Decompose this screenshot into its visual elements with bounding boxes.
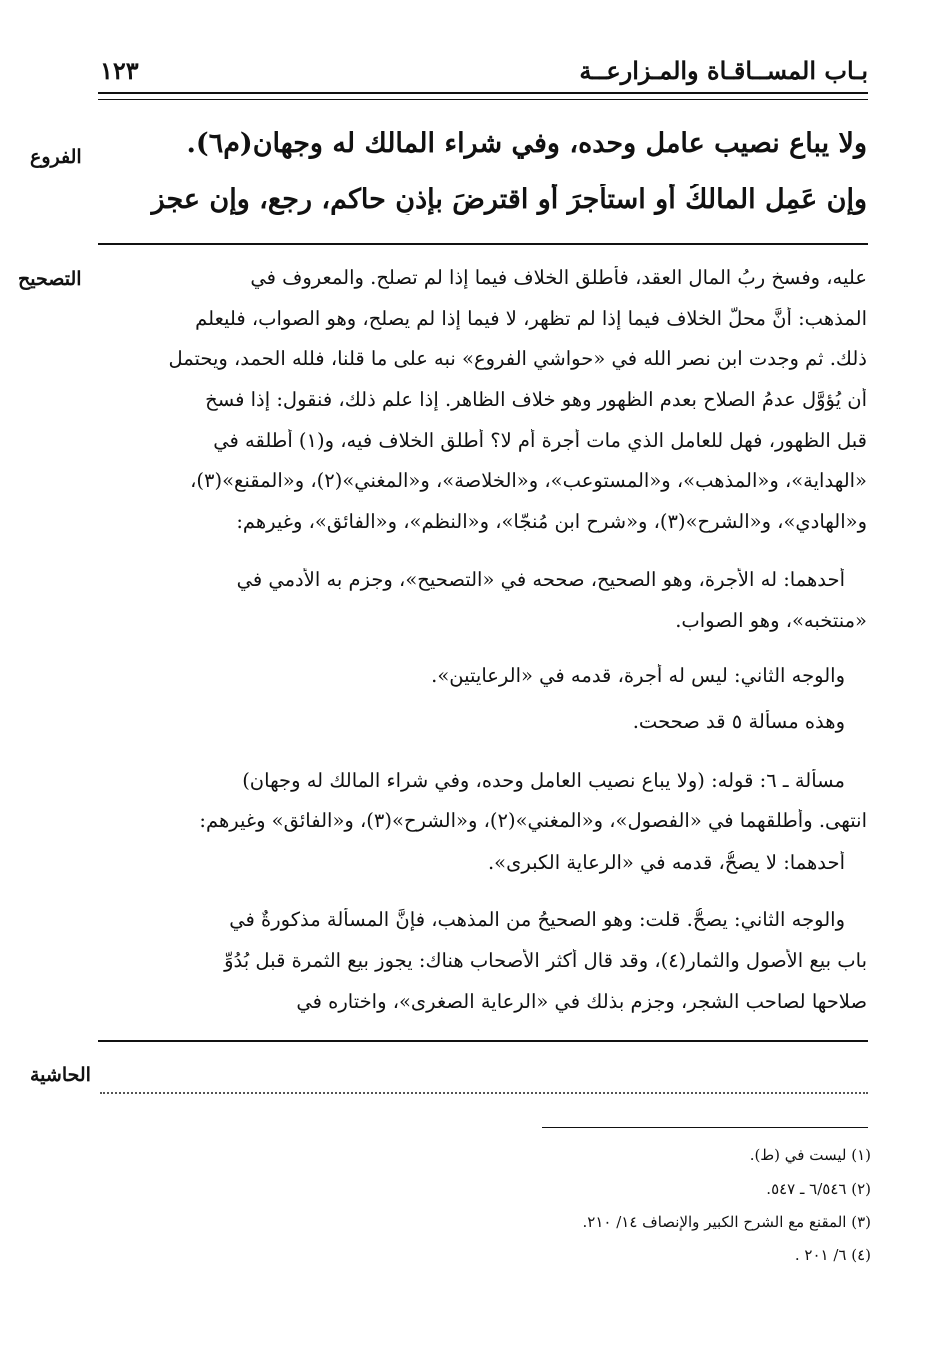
- tashih-line: أحدهما: له الأجرة، وهو الصحيح، صححه في «التصحيح»، وجزم به الأدمي في: [236, 568, 845, 591]
- tashih-line: ذلك. ثم وجدت ابن نصر الله في «حواشي الفروع» نبه على ما قلنا، فلله الحمد، ويحتمل: [168, 347, 867, 370]
- tashih-line: أحدهما: لا يصحُّ، قدمه في «الرعاية الكبرى».: [487, 851, 845, 874]
- tashih-line: قبل الظهور، فهل للعامل الذي مات أجرة أم لا؟ أطلق الخلاف فيه، و(١) أطلقه في: [213, 429, 867, 452]
- tashih-line: «منتخبه»، وهو الصواب.: [675, 609, 867, 632]
- label-furu: الفروع: [30, 146, 82, 168]
- tashih-line: باب بيع الأصول والثمار(٤)، وقد قال أكثر الأصحاب هناك: يجوز بيع الثمرة قبل بُدُوِّ: [224, 949, 867, 972]
- footnote: (١) ليست في (ط).: [749, 1146, 871, 1164]
- footnote-separator: [542, 1127, 868, 1128]
- hashiya-dotted-line: [100, 1092, 868, 1094]
- page-number: ١٢٣: [100, 56, 139, 85]
- tashih-line: انتهى. وأطلقهما في «الفصول»، و«المغني»(٢)، و«الشرح»(٣)، و«الفائق» وغيرهم:: [199, 809, 867, 832]
- furu-separator: [98, 243, 868, 245]
- page-header: [98, 52, 868, 92]
- tashih-separator: [98, 1040, 868, 1042]
- footnote: (٤) ٦/ ٢٠١ .: [794, 1246, 871, 1264]
- tashih-line: وهذه مسألة ٥ قد صححت.: [632, 710, 845, 733]
- tashih-line: عليه، وفسخ ربُ المال العقد، فأطلق الخلاف فيما إذا لم تصلح. والمعروف في: [250, 266, 867, 289]
- tashih-line: والوجه الثاني: يصحُّ. قلت: وهو الصحيحُ من المذهب، فإنَّ المسألة مذكورةٌ في: [229, 908, 845, 931]
- tashih-line: صلاحها لصاحب الشجر، وجزم بذلك في «الرعاية الصغرى»، واختاره في: [296, 990, 867, 1013]
- tashih-line: والوجه الثاني: ليس له أجرة، قدمه في «الرعايتين».: [431, 664, 845, 687]
- header-rule: [98, 92, 868, 100]
- footnote: (٢) ٦/٥٤٦ ـ ٥٤٧.: [766, 1180, 871, 1198]
- tashih-line: المذهب: أنَّ محلَّ الخلاف فيما إذا لم تظهر، لا فيما إذا لم يصلح، وهو الصواب، فليعلم: [195, 307, 867, 330]
- tashih-line: و«الهادي»، و«الشرح»(٣)، و«شرح ابن مُنجّا»، و«النظم»، و«الفائق»، وغيرهم:: [236, 510, 867, 533]
- chapter-title: بـاب المســاقـاة والمـزارعــة: [579, 56, 868, 85]
- furu-line: ولا يباع نصيب عامل وحده، وفي شراء المالك له وجهان(م٦).: [186, 128, 867, 159]
- footnote: (٣) المقنع مع الشرح الكبير والإنصاف ١٤/ ٢١٠.: [582, 1213, 871, 1231]
- label-tashih: التصحيح: [18, 268, 82, 290]
- tashih-line: «الهداية»، و«المذهب»، و«المستوعب»، و«الخلاصة»، و«المغني»(٢)، و«المقنع»(٣)،: [190, 469, 867, 492]
- tashih-line: أن يُؤوَّل عدمُ الصلاح بعدم الظهور وهو خلاف الظاهر. إذا علم ذلك، فنقول: إذا فسخ: [205, 388, 867, 411]
- tashih-line: مسألة ـ ٦: قوله: (ولا يباع نصيب العامل وحده، وفي شراء المالك له وجهان): [242, 769, 845, 792]
- furu-line: وإن عَمِل المالكُ أو استأجرَ أو اقترضَ بإذنِ حاكمٍ، رجع، وإن عجز: [151, 184, 867, 215]
- label-hashiya: الحاشية: [30, 1064, 91, 1086]
